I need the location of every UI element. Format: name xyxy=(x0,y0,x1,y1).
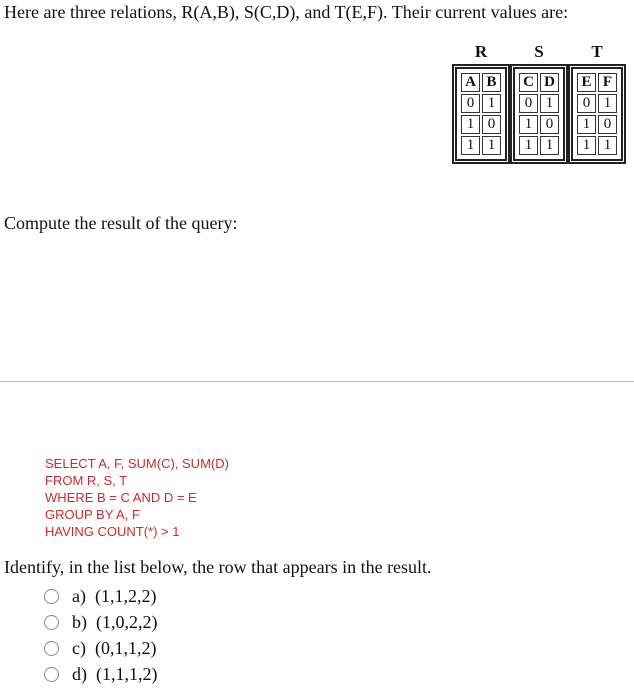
option-letter: d) xyxy=(72,663,87,684)
sql-line: WHERE B = C AND D = E xyxy=(45,490,197,505)
sql-line: SELECT A, F, SUM(C), SUM(D) xyxy=(45,456,229,471)
option-letter: a) xyxy=(72,585,86,606)
option-b[interactable] xyxy=(44,609,158,635)
table-cell: 0 xyxy=(519,94,538,113)
table-row xyxy=(577,115,617,134)
column-header: D xyxy=(540,73,559,92)
relation-table xyxy=(517,71,561,157)
table-cell: 1 xyxy=(461,115,480,134)
table-cell: 1 xyxy=(577,136,596,155)
table-cell: 1 xyxy=(482,94,501,113)
option-value: (1,1,1,2) xyxy=(96,663,158,684)
sql-query xyxy=(45,455,229,540)
column-header: C xyxy=(519,73,538,92)
radio-button[interactable] xyxy=(44,641,59,656)
relation-title: S xyxy=(534,42,544,61)
option-letter: c) xyxy=(72,637,86,658)
table-cell: 1 xyxy=(461,136,480,155)
table-cell: 0 xyxy=(540,115,559,134)
column-header: A xyxy=(461,73,480,92)
column-header: F xyxy=(598,73,617,92)
table-cell: 1 xyxy=(540,136,559,155)
sql-line: HAVING COUNT(*) > 1 xyxy=(45,524,180,539)
relation-s xyxy=(510,40,568,164)
radio-button[interactable] xyxy=(44,667,59,682)
relation-table-box xyxy=(452,64,510,164)
option-value: (1,0,2,2) xyxy=(96,611,158,632)
table-row xyxy=(577,94,617,113)
option-a[interactable] xyxy=(44,583,158,609)
table-row xyxy=(461,115,501,134)
relation-table xyxy=(575,71,619,157)
sql-line: GROUP BY A, F xyxy=(45,507,140,522)
table-header-row xyxy=(461,73,501,92)
option-c[interactable] xyxy=(44,635,158,661)
table-cell: 1 xyxy=(540,94,559,113)
table-cell: 1 xyxy=(577,115,596,134)
option-letter: b) xyxy=(72,611,87,632)
relation-r xyxy=(452,40,510,164)
relation-title: R xyxy=(474,42,488,61)
radio-button[interactable] xyxy=(44,615,59,630)
compute-label: Compute the result of the query: xyxy=(4,213,238,233)
table-cell: 1 xyxy=(519,136,538,155)
option-value: (1,1,2,2) xyxy=(94,585,157,606)
table-cell: 0 xyxy=(461,94,480,113)
table-cell: 0 xyxy=(482,115,501,134)
divider xyxy=(0,381,634,382)
column-header: E xyxy=(577,73,596,92)
table-row xyxy=(519,94,559,113)
table-row xyxy=(461,136,501,155)
table-cell: 0 xyxy=(598,115,617,134)
relation-title: T xyxy=(591,42,603,61)
relation-t xyxy=(568,40,626,164)
table-row xyxy=(519,115,559,134)
table-row xyxy=(461,94,501,113)
option-value: (0,1,1,2) xyxy=(94,637,157,658)
relation-table-box xyxy=(510,64,568,164)
question-text: Identify, in the list below, the row that appears in the result. xyxy=(4,557,432,577)
table-cell: 1 xyxy=(482,136,501,155)
radio-button[interactable] xyxy=(44,589,59,604)
answer-options xyxy=(44,583,158,687)
table-cell: 1 xyxy=(519,115,538,134)
table-header-row xyxy=(519,73,559,92)
relation-table xyxy=(459,71,503,157)
table-row xyxy=(519,136,559,155)
intro-text: Here are three relations, R(A,B), S(C,D), and T(E,F). Their current values are: xyxy=(4,2,569,22)
relation-table-box xyxy=(568,64,626,164)
table-cell: 1 xyxy=(598,136,617,155)
table-header-row xyxy=(577,73,617,92)
table-cell: 1 xyxy=(598,94,617,113)
table-row xyxy=(577,136,617,155)
option-d[interactable] xyxy=(44,661,158,687)
table-cell: 0 xyxy=(577,94,596,113)
column-header: B xyxy=(482,73,501,92)
sql-line: FROM R, S, T xyxy=(45,473,128,488)
